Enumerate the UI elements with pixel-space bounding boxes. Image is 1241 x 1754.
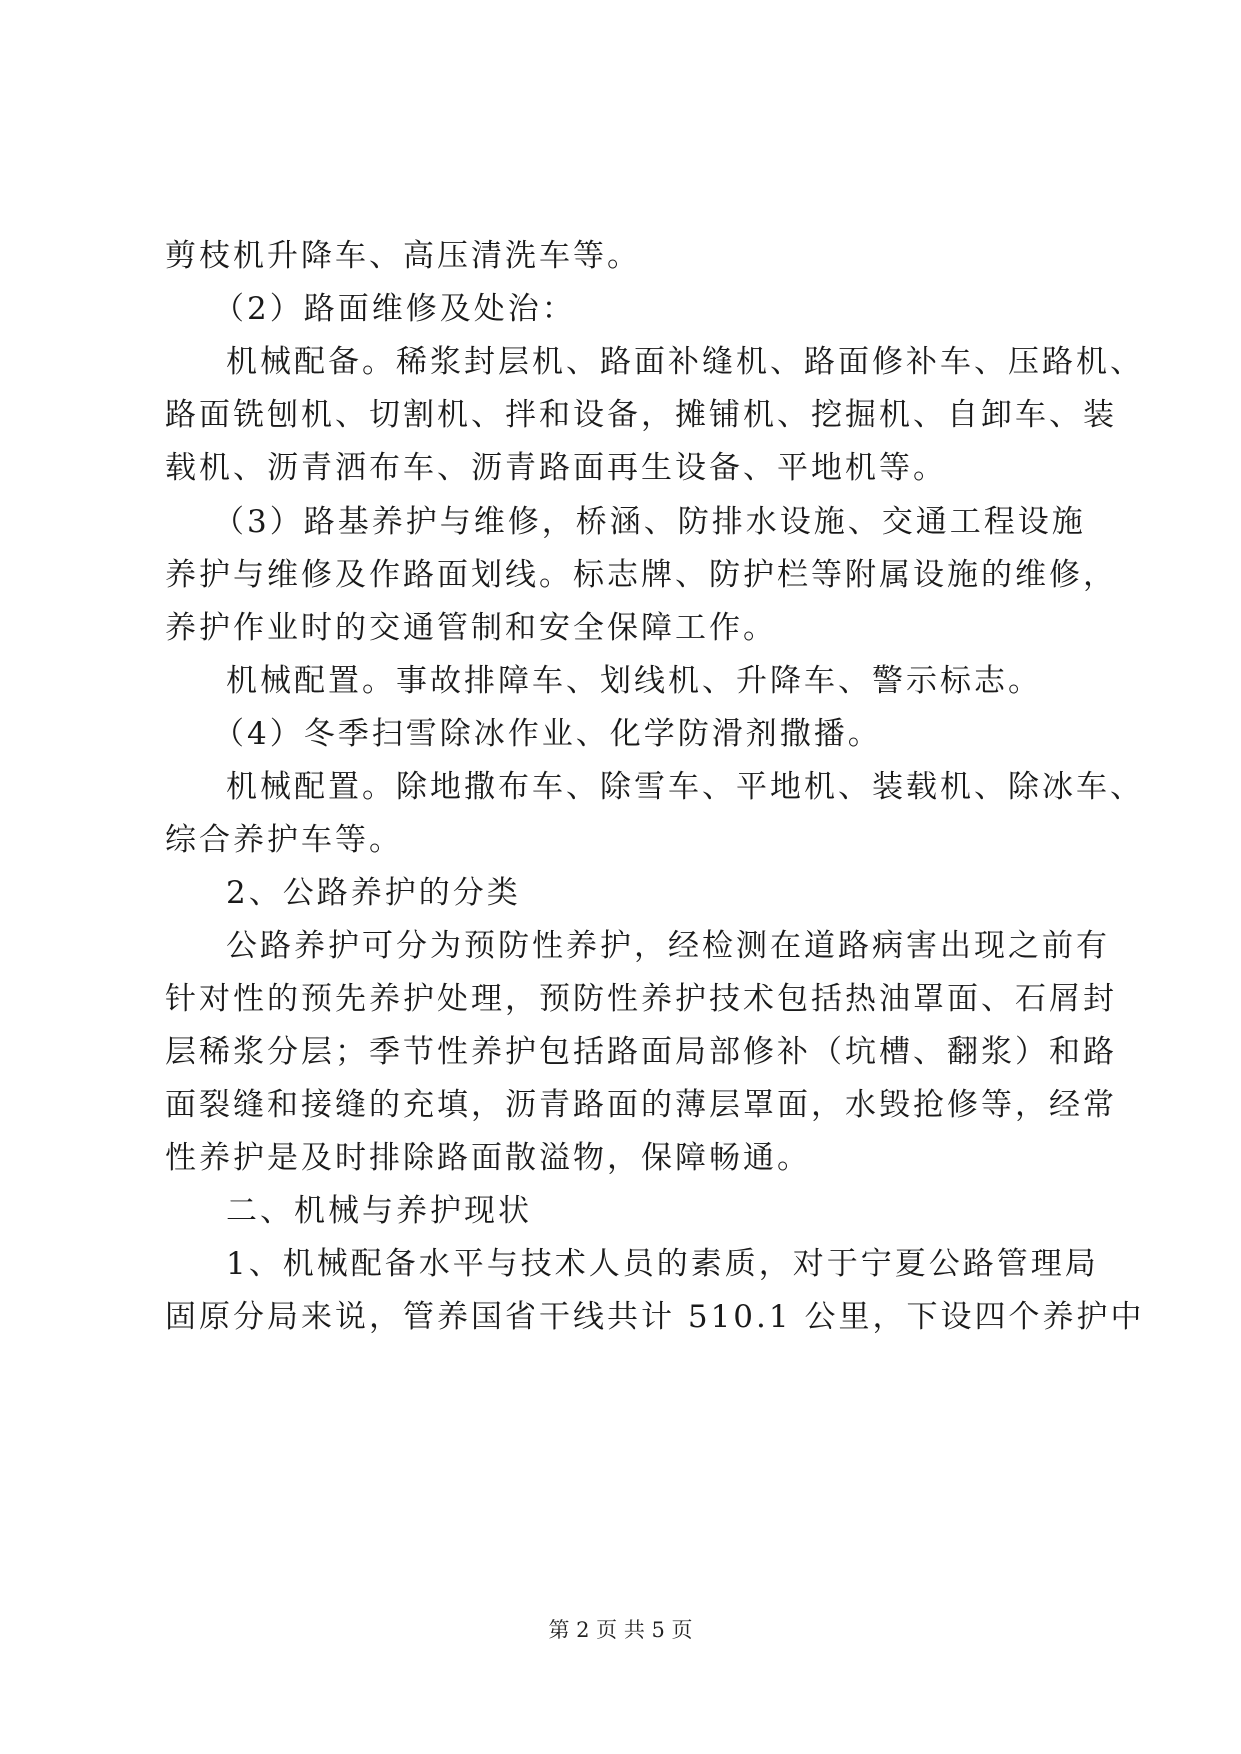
text-line: 固原分局来说，管养国省干线共计 510.1 公里，下设四个养护中 xyxy=(165,1299,1145,1335)
text-line: 公路养护可分为预防性养护，经检测在道路病害出现之前有 xyxy=(226,928,1110,964)
section-heading: 2、公路养护的分类 xyxy=(226,875,521,911)
text-line: （3）路基养护与维修，桥涵、防排水设施、交通工程设施 xyxy=(213,504,1086,540)
page-footer: 第 2 页 共 5 页 xyxy=(548,1618,693,1642)
text-line: 载机、沥青洒布车、沥青路面再生设备、平地机等。 xyxy=(165,450,947,486)
text-line: 层稀浆分层；季节性养护包括路面局部修补（坑槽、翻浆）和路 xyxy=(165,1034,1117,1070)
text-line: 机械配置。除地撒布车、除雪车、平地机、装载机、除冰车、 xyxy=(226,769,1144,805)
text-line: 针对性的预先养护处理，预防性养护技术包括热油罩面、石屑封 xyxy=(165,981,1117,1017)
text-line: 综合养护车等。 xyxy=(165,822,403,858)
section-heading: 二、机械与养护现状 xyxy=(226,1193,532,1229)
text-line: 养护作业时的交通管制和安全保障工作。 xyxy=(165,610,777,646)
text-line: （4）冬季扫雪除冰作业、化学防滑剂撒播。 xyxy=(213,716,882,752)
text-line: 剪枝机升降车、高压清洗车等。 xyxy=(165,238,641,274)
text-line: 1、机械配备水平与技术人员的素质，对于宁夏公路管理局 xyxy=(226,1246,1099,1282)
text-line: 养护与维修及作路面划线。标志牌、防护栏等附属设施的维修， xyxy=(165,557,1117,593)
text-line: 面裂缝和接缝的充填，沥青路面的薄层罩面，水毁抢修等，经常 xyxy=(165,1087,1117,1123)
text-line: 路面铣刨机、切割机、拌和设备，摊铺机、挖掘机、自卸车、装 xyxy=(165,397,1117,433)
text-line: 性养护是及时排除路面散溢物，保障畅通。 xyxy=(165,1140,811,1176)
text-line: （2）路面维修及处治： xyxy=(213,291,576,327)
text-line: 机械配备。稀浆封层机、路面补缝机、路面修补车、压路机、 xyxy=(226,344,1144,380)
text-line: 机械配置。事故排障车、划线机、升降车、警示标志。 xyxy=(226,663,1042,699)
